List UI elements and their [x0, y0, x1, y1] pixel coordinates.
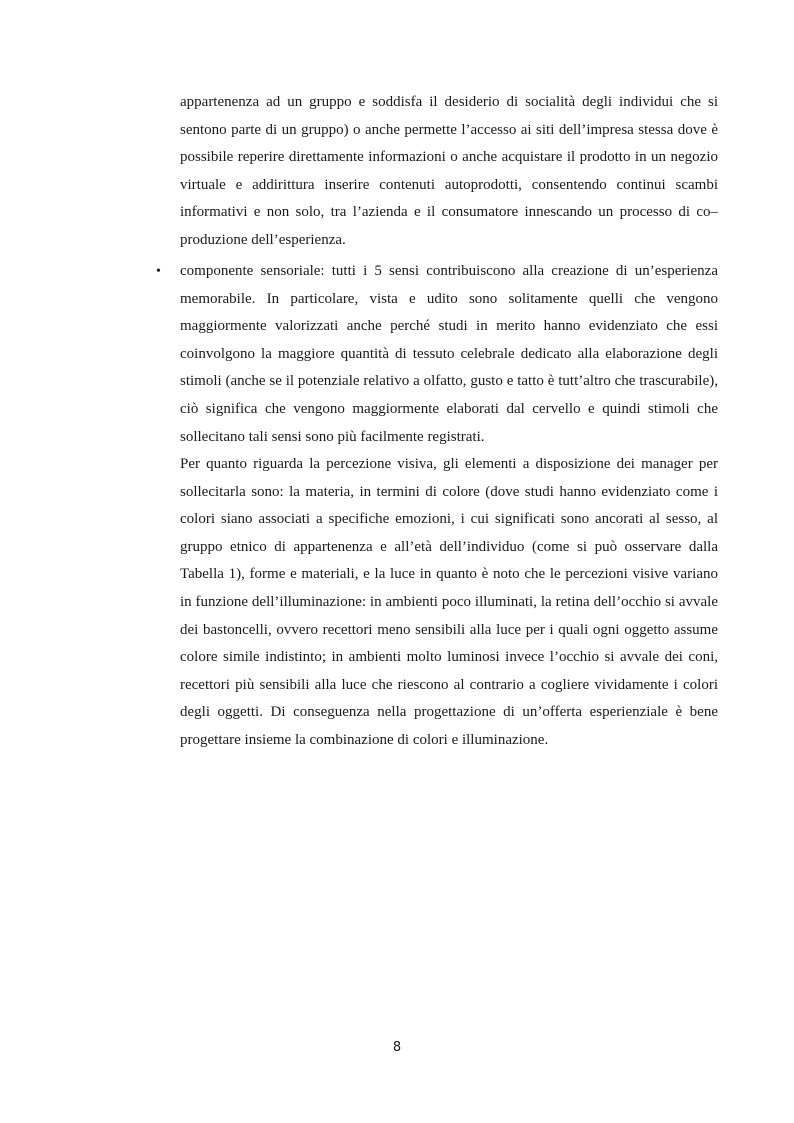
paragraph-continuation: appartenenza ad un gruppo e soddisfa il desiderio di socialità degli individui che si sentono parte di un gruppo) o anche permette l’accesso ai siti dell’impresa stessa dove è possibile reperire direttamente informazioni o anche acquistare il prodotto in un negozio virtuale e addirittura inserire contenuti autoprodotti, consentendo continui scambi informativi e non solo, tra l’azienda e il consumatore innescando un processo di co–produzione dell’esperienza.	[180, 94, 718, 248]
page-number: 8	[392, 1040, 402, 1055]
paragraph-visual-perception: Per quanto riguarda la percezione visiva, gli elementi a disposizione dei manager per sollecitarla sono: la materia, in termini di colore (dove studi hanno evidenziato come i colori siano associati a specifiche emozioni, i cui significati sono ancorati al sesso, al gruppo etnico di appartenenza e all’età dell’individuo (come si può osservare dalla Tabella 1), forme e materiali, e la luce in quanto è noto che le percezioni visive variano in funzione dell’illuminazione: in ambienti poco illuminati, la retina dell’occhio si avvale dei bastoncelli, ovvero recettori meno sensibili alla luce per i quali ogni oggetto assume colore simile indistinto; in ambienti molto luminosi invece l’occhio si avvale dei coni, recettori più sensibili alla luce che riescono al contrario a cogliere vividamente i colori degli oggetti. Di conseguenza nella progettazione di un’offerta esperienziale è bene progettare insieme la combinazione di colori e illuminazione.	[180, 456, 718, 748]
bullet-item-sensory-component	[156, 258, 718, 451]
bullet-marker: •	[156, 264, 161, 279]
bullet-text: componente sensoriale: tutti i 5 sensi contribuiscono alla creazione di un’esperienza memorabile. In particolare, vista e udito sono solitamente quelli che vengono maggiormente valorizzati anche perché studi in merito hanno evidenziato che essi coinvolgono la maggiore quantità di tessuto celebrale dedicato alla elaborazione degli stimoli (anche se il potenziale relativo a olfatto, gusto e tatto è tutt’altro che trascurabile), ciò significa che vengono maggiormente elaborati dal cervello e quindi stimoli che sollecitano tali sensi sono più facilmente registrati.	[180, 263, 718, 445]
